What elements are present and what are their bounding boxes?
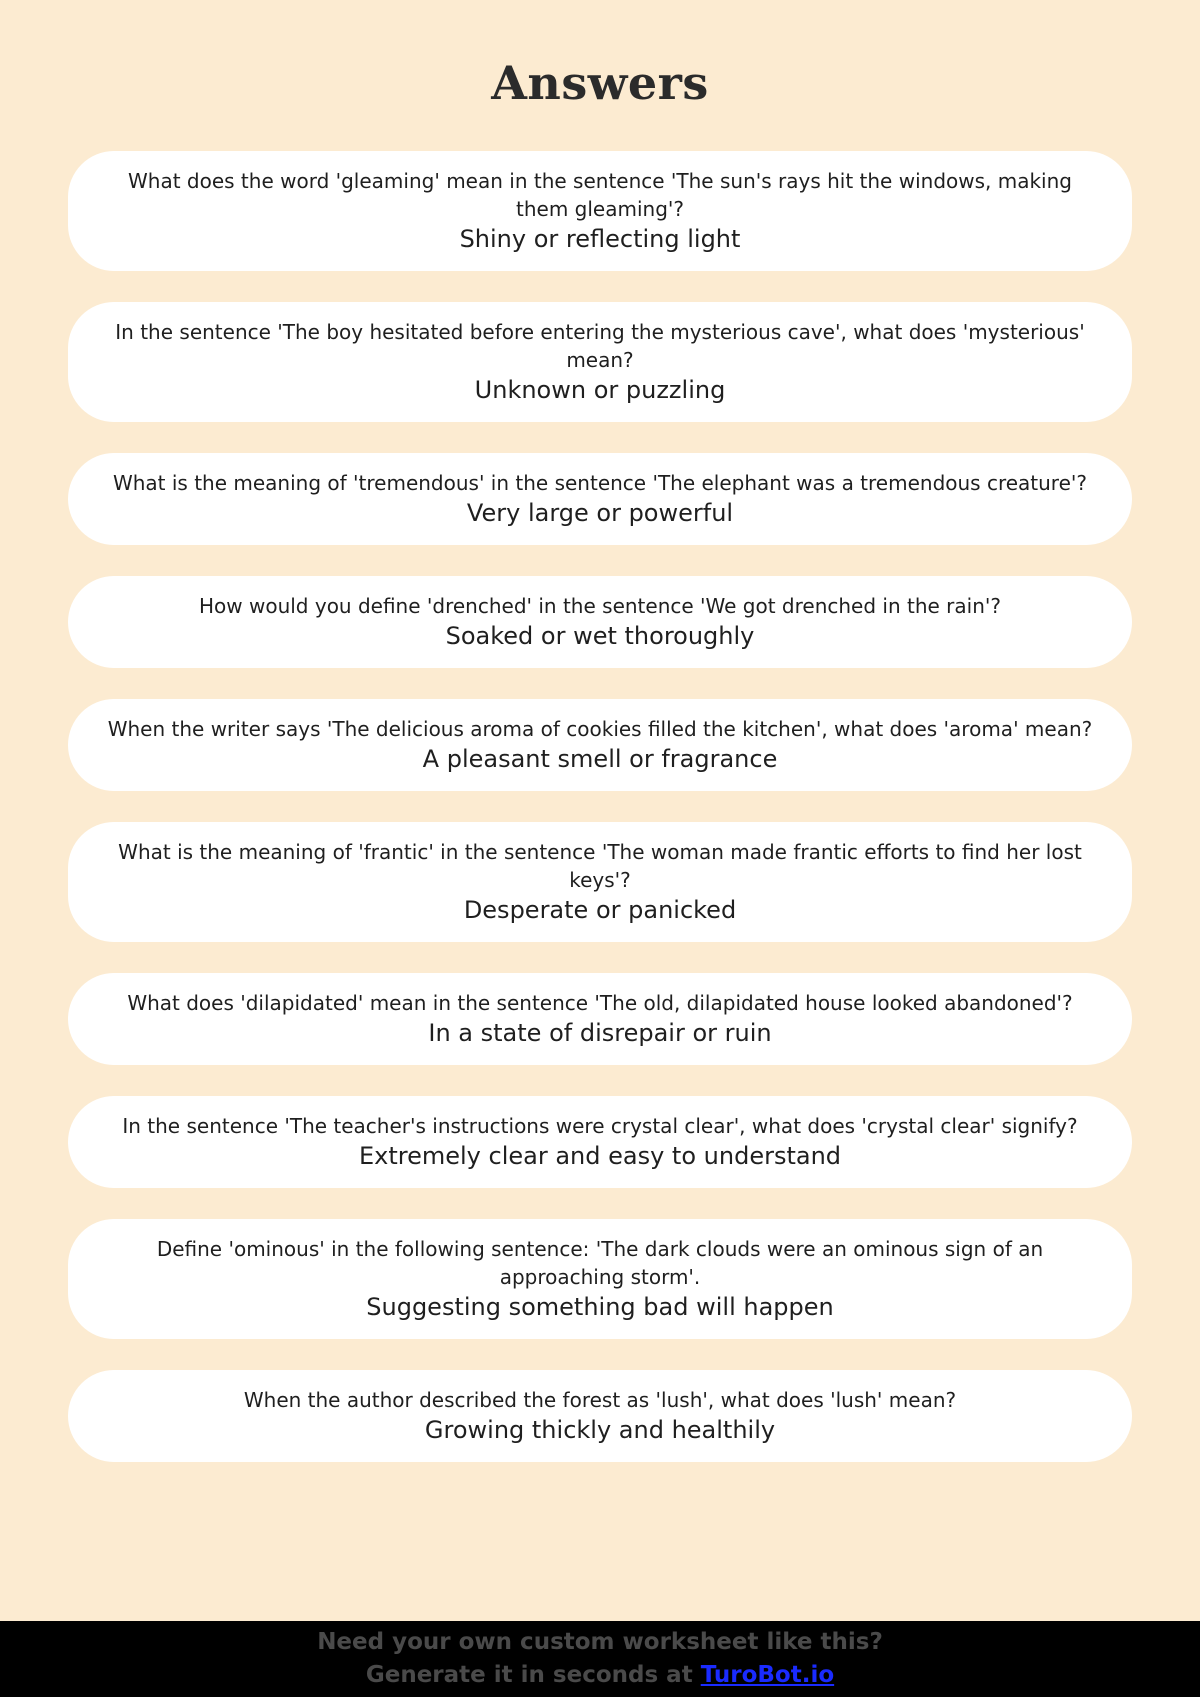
question-text: When the author described the forest as 'lush', what does 'lush' mean?	[243, 1388, 957, 1412]
question-text: When the writer says 'The delicious aroma of cookies filled the kitchen', what does 'aroma' mean?	[107, 717, 1093, 741]
answer-card-7	[68, 973, 1132, 1065]
answer-text: Growing thickly and healthily	[424, 1416, 776, 1444]
answer-text: Unknown or puzzling	[474, 376, 726, 404]
answer-text: Extremely clear and easy to understand	[358, 1142, 842, 1170]
answer-card-10	[68, 1370, 1132, 1462]
question-text: What is the meaning of 'tremendous' in the sentence 'The elephant was a tremendous creature'?	[112, 471, 1088, 495]
answer-card-3	[68, 453, 1132, 545]
answer-text: Suggesting something bad will happen	[366, 1293, 834, 1321]
answer-text: Shiny or reflecting light	[459, 225, 741, 253]
answer-text: In a state of disrepair or ruin	[428, 1019, 772, 1047]
answer-text: A pleasant smell or fragrance	[422, 745, 778, 773]
answer-card-1	[68, 151, 1132, 271]
answer-card-9	[68, 1219, 1132, 1339]
page-title: Answers	[491, 56, 709, 110]
answer-text: Very large or powerful	[466, 499, 734, 527]
answer-card-5	[68, 699, 1132, 791]
question-text: What does the word 'gleaming' mean in the sentence 'The sun's rays hit the windows, making them gleaming'?	[128, 169, 1072, 221]
answer-card-8	[68, 1096, 1132, 1188]
answer-card-6	[68, 822, 1132, 942]
footer-line-2	[0, 1659, 1200, 1692]
question-text: In the sentence 'The teacher's instructions were crystal clear', what does 'crystal clear' signify?	[122, 1114, 1078, 1138]
answers-list	[68, 151, 1132, 1493]
answer-text: Desperate or panicked	[463, 896, 737, 924]
promo-footer	[0, 1621, 1200, 1697]
question-text: What does 'dilapidated' mean in the sentence 'The old, dilapidated house looked abandoned'?	[127, 991, 1073, 1015]
answer-card-4	[68, 576, 1132, 668]
question-text: How would you define 'drenched' in the sentence 'We got drenched in the rain'?	[198, 594, 1002, 618]
footer-line-1: Need your own custom worksheet like this?	[317, 1629, 883, 1655]
answer-text: Soaked or wet thoroughly	[445, 622, 755, 650]
question-text: Define 'ominous' in the following sentence: 'The dark clouds were an ominous sign of an approaching storm'.	[156, 1237, 1044, 1289]
question-text: In the sentence 'The boy hesitated before entering the mysterious cave', what does 'mysterious' mean?	[115, 320, 1085, 372]
turobot-link[interactable]: TuroBot.io	[700, 1662, 835, 1688]
footer-line-2-prefix: Generate it in seconds at	[365, 1662, 701, 1688]
question-text: What is the meaning of 'frantic' in the sentence 'The woman made frantic efforts to find her lost keys'?	[118, 840, 1082, 892]
answer-card-2	[68, 302, 1132, 422]
